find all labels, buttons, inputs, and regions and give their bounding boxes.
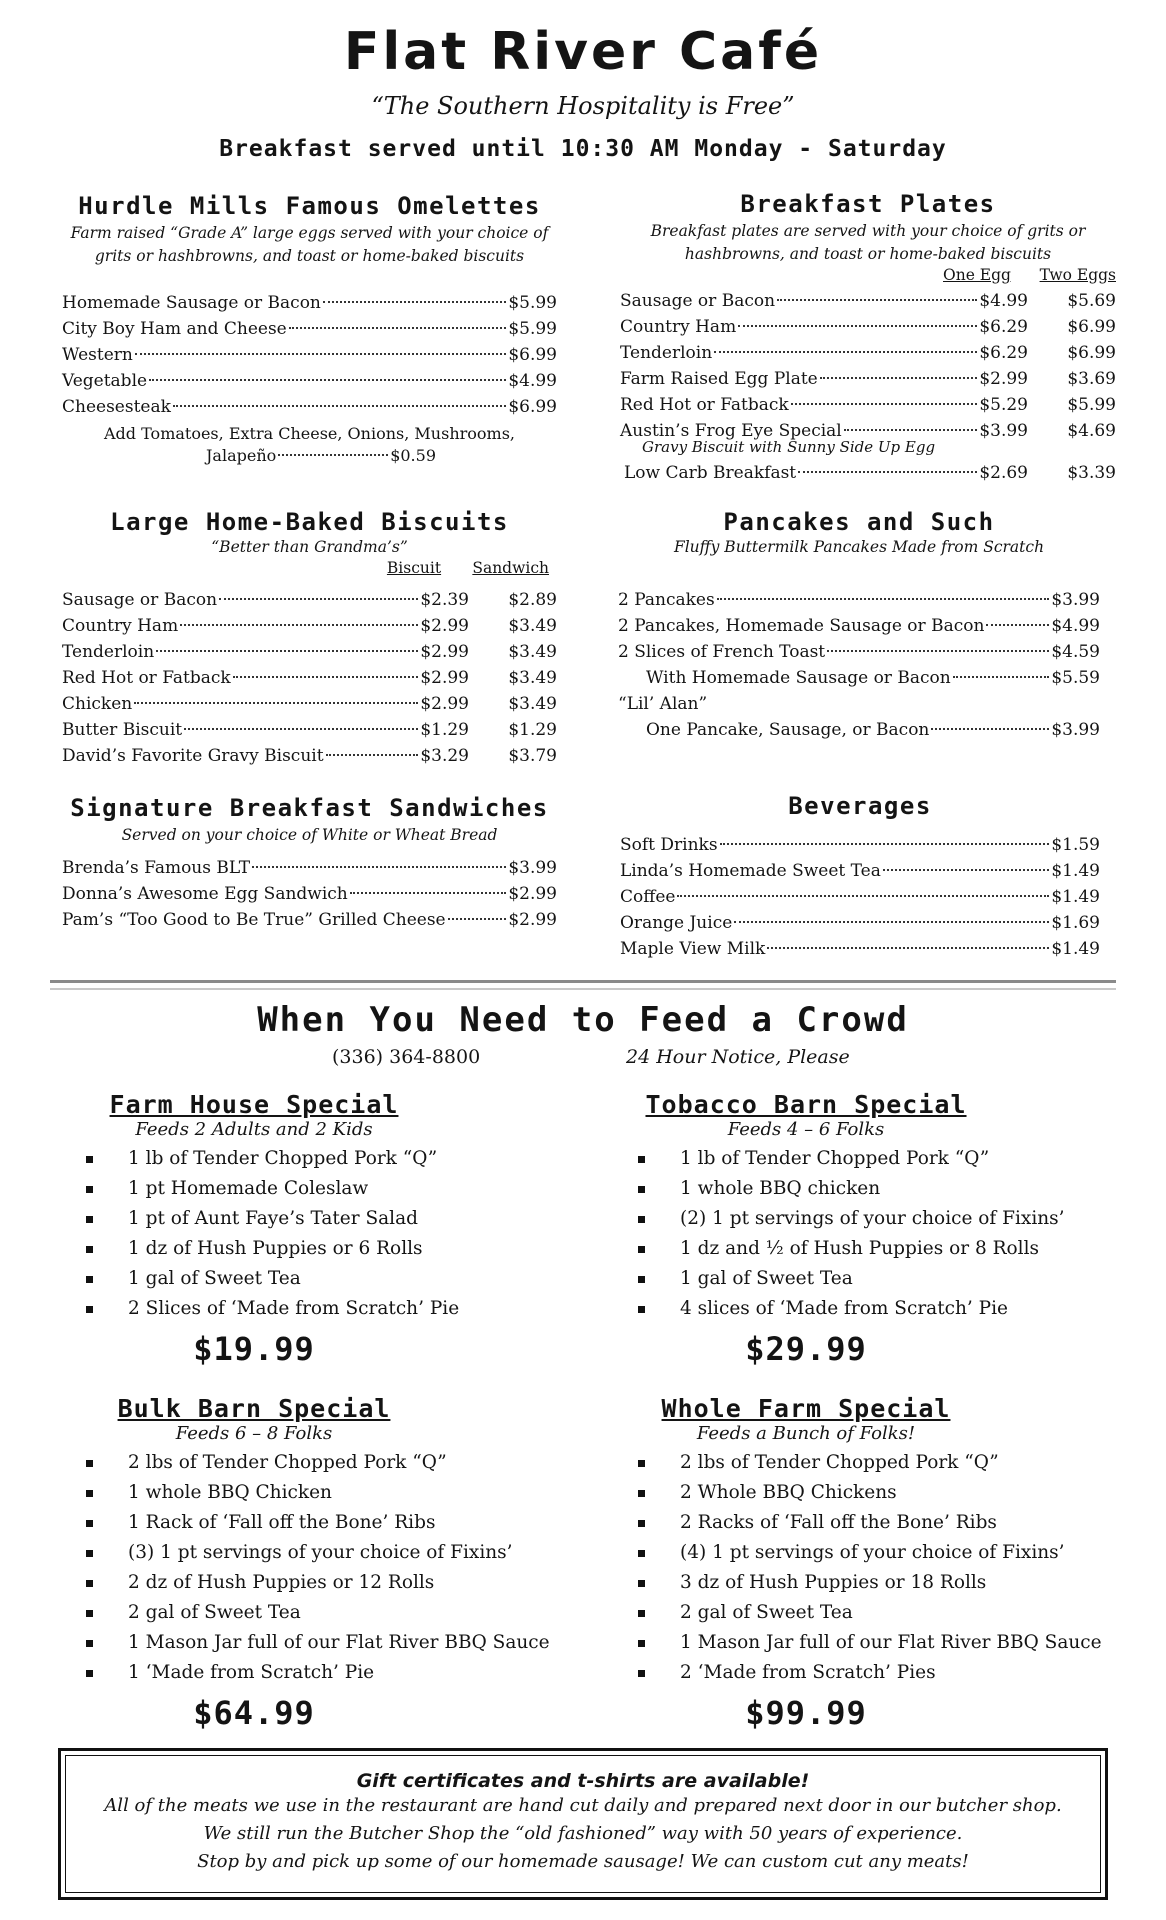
- leader-dots: [820, 377, 978, 379]
- bullet-icon: [638, 1306, 645, 1313]
- item-name: Brenda’s Famous BLT: [62, 858, 251, 878]
- item-name: David’s Favorite Gravy Biscuit: [62, 746, 324, 766]
- menu-item: [62, 743, 557, 769]
- item-name: Orange Juice: [620, 913, 733, 933]
- special-item-text: 1 pt Homemade Coleslaw: [128, 1178, 369, 1199]
- item-price: $1.49: [1051, 861, 1100, 881]
- special-item-text: 2 gal of Sweet Tea: [128, 1602, 301, 1623]
- menu-item: [620, 392, 1116, 418]
- cafe-title: Flat River Café: [343, 22, 823, 82]
- item-name: Homemade Sausage or Bacon: [62, 293, 321, 313]
- item-price: $4.99: [979, 291, 1028, 311]
- item-price: $4.99: [1051, 616, 1100, 636]
- item-price: $0.59: [390, 446, 436, 465]
- special-item-text: 1 gal of Sweet Tea: [680, 1268, 853, 1289]
- item-name: With Homemade Sausage or Bacon: [646, 668, 951, 688]
- bullet-icon: [86, 1216, 93, 1223]
- special-item-text: 1 Rack of ‘Fall off the Bone’ Ribs: [128, 1512, 436, 1533]
- special-items: [636, 1448, 1136, 1688]
- item-price-second: $5.99: [1067, 395, 1116, 415]
- section-title: Hurdle Mills Famous Omelettes: [78, 192, 541, 220]
- leader-dots: [323, 301, 506, 303]
- item-name: Jalapeño: [206, 446, 277, 465]
- item-price-second: $3.79: [508, 746, 557, 766]
- special-item: [84, 1204, 544, 1234]
- special-item-text: 2 ‘Made from Scratch’ Pies: [680, 1662, 936, 1683]
- special-item: [84, 1264, 544, 1294]
- special-title: Tobacco Barn Special: [645, 1090, 967, 1119]
- item-price-second: $6.99: [1067, 343, 1116, 363]
- special-price: $29.99: [745, 1330, 867, 1368]
- special-item-text: 2 lbs of Tender Chopped Pork “Q”: [680, 1452, 999, 1473]
- menu-item: [618, 613, 1100, 639]
- bullet-icon: [638, 1670, 645, 1677]
- item-price: $1.49: [1051, 887, 1100, 907]
- special-item: [636, 1234, 1126, 1264]
- special-item-text: 1 gal of Sweet Tea: [128, 1268, 301, 1289]
- biscuits-section: [62, 508, 557, 769]
- item-name: 2 Pancakes: [618, 590, 715, 610]
- section-title: Large Home-Baked Biscuits: [110, 508, 509, 536]
- item-name: Linda’s Homemade Sweet Tea: [620, 861, 881, 881]
- menu-item: [620, 936, 1100, 962]
- bullet-icon: [86, 1246, 93, 1253]
- special-item: [636, 1264, 1126, 1294]
- special-item: [636, 1294, 1126, 1324]
- item-name: Cheesesteak: [62, 397, 171, 417]
- bullet-icon: [86, 1186, 93, 1193]
- special-item: [84, 1478, 604, 1508]
- leader-dots: [149, 379, 506, 381]
- info-line: Stop by and pick up some of our homemade sausage! We can custom cut any meats!: [197, 1851, 969, 1872]
- item-price: $3.29: [420, 746, 469, 766]
- item-price: $6.29: [979, 343, 1028, 363]
- special-item: [636, 1478, 1136, 1508]
- addon-note: Add Tomatoes, Extra Cheese, Onions, Mushrooms,: [104, 424, 515, 443]
- special-item: [84, 1628, 604, 1658]
- menu-item: [62, 316, 557, 342]
- menu-item: [620, 288, 1116, 314]
- special-item: [636, 1144, 1126, 1174]
- item-price-second: $1.29: [508, 720, 557, 740]
- item-price: $6.29: [979, 317, 1028, 337]
- menu-item: [62, 394, 557, 420]
- leader-dots: [135, 353, 506, 355]
- item-name: Low Carb Breakfast: [624, 463, 797, 483]
- menu-item: [618, 639, 1100, 665]
- item-price: $1.59: [1051, 835, 1100, 855]
- column-header-sandwich: Sandwich: [472, 559, 549, 577]
- bullet-icon: [638, 1520, 645, 1527]
- item-name: Country Ham: [620, 317, 737, 337]
- item-name: 2 Pancakes, Homemade Sausage or Bacon: [618, 616, 985, 636]
- special-item: [636, 1568, 1136, 1598]
- lil-alan-label: “Lil’ Alan”: [618, 694, 708, 714]
- special-item-text: 1 lb of Tender Chopped Pork “Q”: [680, 1148, 990, 1169]
- special-farm-house: [84, 1090, 544, 1368]
- item-price: $2.99: [420, 642, 469, 662]
- item-price: $1.29: [420, 720, 469, 740]
- menu-item: [620, 340, 1116, 366]
- bullet-icon: [638, 1216, 645, 1223]
- special-price: $64.99: [193, 1694, 315, 1732]
- leader-dots: [883, 869, 1049, 871]
- frog-eye-note: Gravy Biscuit with Sunny Side Up Egg: [642, 438, 936, 456]
- special-item-text: 3 dz of Hush Puppies or 18 Rolls: [680, 1572, 987, 1593]
- item-price: $4.59: [1051, 642, 1100, 662]
- special-item-text: 2 Slices of ‘Made from Scratch’ Pie: [128, 1298, 460, 1319]
- special-item-text: (4) 1 pt servings of your choice of Fixins’: [680, 1542, 1065, 1563]
- item-name: Butter Biscuit: [62, 720, 183, 740]
- item-price-two-eggs: $3.39: [1067, 463, 1116, 483]
- item-name: Pam’s “Too Good to Be True” Grilled Cheese: [62, 910, 446, 930]
- special-item-text: 2 dz of Hush Puppies or 12 Rolls: [128, 1572, 435, 1593]
- special-item-text: 2 gal of Sweet Tea: [680, 1602, 853, 1623]
- special-item: [636, 1508, 1136, 1538]
- section-subtitle: Breakfast plates are served with your choice of grits or: [650, 222, 1086, 240]
- special-item: [636, 1598, 1136, 1628]
- special-items: [84, 1144, 544, 1324]
- menu-item: [620, 460, 1116, 486]
- special-item-text: 1 dz and ½ of Hush Puppies or 8 Rolls: [680, 1238, 1039, 1259]
- leader-dots: [326, 754, 419, 756]
- omelettes-section: [62, 192, 557, 469]
- special-price: $19.99: [193, 1330, 315, 1368]
- menu-item: [62, 717, 557, 743]
- item-name: Western: [62, 345, 133, 365]
- special-item: [84, 1234, 544, 1264]
- leader-dots: [134, 702, 418, 704]
- special-item: [84, 1568, 604, 1598]
- special-item: [84, 1508, 604, 1538]
- special-item: [636, 1174, 1126, 1204]
- item-name: Soft Drinks: [620, 835, 718, 855]
- leader-dots: [986, 624, 1049, 626]
- item-price: $4.99: [508, 371, 557, 391]
- bullet-icon: [86, 1580, 93, 1587]
- item-price: $5.99: [508, 319, 557, 339]
- item-price-second: $3.69: [1067, 369, 1116, 389]
- leader-dots: [677, 895, 1049, 897]
- item-price: $3.99: [1051, 590, 1100, 610]
- bullet-icon: [638, 1276, 645, 1283]
- menu-item: [618, 587, 1100, 613]
- special-item-text: (2) 1 pt servings of your choice of Fixins’: [680, 1208, 1065, 1229]
- item-price: $3.99: [979, 421, 1028, 441]
- info-box: [58, 1748, 1108, 1900]
- menu-item: [620, 858, 1100, 884]
- notice: 24 Hour Notice, Please: [626, 1046, 850, 1068]
- leader-dots: [714, 351, 977, 353]
- item-price: $5.29: [979, 395, 1028, 415]
- leader-dots: [791, 403, 978, 405]
- special-item-text: 2 Whole BBQ Chickens: [680, 1482, 897, 1503]
- signature-sandwiches-section: [62, 794, 557, 933]
- item-name: 2 Slices of French Toast: [618, 642, 826, 662]
- special-item: [84, 1598, 604, 1628]
- breakfast-plates-section: [620, 190, 1116, 486]
- special-item-text: 1 Mason Jar full of our Flat River BBQ Sauce: [128, 1632, 550, 1653]
- bullet-icon: [86, 1550, 93, 1557]
- item-price-second: $4.69: [1067, 421, 1116, 441]
- item-price: $2.99: [979, 369, 1028, 389]
- pancakes-section: [618, 508, 1100, 743]
- special-feeds: Feeds a Bunch of Folks!: [696, 1423, 916, 1444]
- special-price: $99.99: [745, 1694, 867, 1732]
- item-price: $1.69: [1051, 913, 1100, 933]
- bullet-icon: [86, 1156, 93, 1163]
- leader-dots: [767, 947, 1049, 949]
- bullet-icon: [86, 1490, 93, 1497]
- section-subtitle: grits or hashbrowns, and toast or home-baked biscuits: [94, 247, 525, 265]
- column-header-one-egg: One Egg: [943, 266, 1011, 284]
- special-item: [84, 1658, 604, 1688]
- item-name: Tenderloin: [62, 642, 155, 662]
- leader-dots: [777, 299, 977, 301]
- leader-dots: [252, 866, 506, 868]
- special-item-text: (3) 1 pt servings of your choice of Fixins’: [128, 1542, 513, 1563]
- menu-item: [62, 368, 557, 394]
- leader-dots: [350, 892, 507, 894]
- item-name: Country Ham: [62, 616, 179, 636]
- special-whole-farm: [636, 1394, 1136, 1732]
- bullet-icon: [86, 1640, 93, 1647]
- special-item-text: 2 lbs of Tender Chopped Pork “Q”: [128, 1452, 447, 1473]
- item-price: $2.99: [420, 694, 469, 714]
- section-subtitle: Served on your choice of White or Wheat Bread: [121, 826, 498, 844]
- leader-dots: [720, 843, 1050, 845]
- special-items: [84, 1448, 604, 1688]
- special-item: [84, 1174, 544, 1204]
- special-feeds: Feeds 6 – 8 Folks: [175, 1423, 333, 1444]
- item-name: One Pancake, Sausage, or Bacon: [646, 720, 930, 740]
- item-price: $6.99: [508, 345, 557, 365]
- menu-item: [618, 717, 1100, 743]
- menu-item: [62, 290, 557, 316]
- section-subtitle: hashbrowns, and toast or home-baked biscuits: [684, 245, 1052, 263]
- leader-dots: [844, 429, 978, 431]
- section-title: Beverages: [788, 792, 932, 820]
- menu-item: [62, 665, 557, 691]
- item-price-one-egg: $2.69: [979, 463, 1028, 483]
- bullet-icon: [86, 1610, 93, 1617]
- menu-item: [62, 691, 557, 717]
- leader-dots: [953, 676, 1050, 678]
- bullet-icon: [638, 1490, 645, 1497]
- bullet-icon: [638, 1610, 645, 1617]
- bullet-icon: [638, 1640, 645, 1647]
- item-price: $2.99: [420, 616, 469, 636]
- leader-dots: [827, 650, 1049, 652]
- menu-item: [62, 907, 557, 933]
- item-price-second: $2.89: [508, 590, 557, 610]
- special-bulk-barn: [84, 1394, 604, 1732]
- item-price-second: $3.49: [508, 616, 557, 636]
- item-name: Red Hot or Fatback: [62, 668, 231, 688]
- item-name: Farm Raised Egg Plate: [620, 369, 818, 389]
- special-item-text: 1 ‘Made from Scratch’ Pie: [128, 1662, 375, 1683]
- special-item: [84, 1538, 604, 1568]
- menu-item: [620, 910, 1100, 936]
- special-feeds: Feeds 4 – 6 Folks: [727, 1119, 885, 1140]
- section-divider: [50, 980, 1116, 990]
- special-feeds: Feeds 2 Adults and 2 Kids: [135, 1119, 373, 1140]
- menu-item: [62, 881, 557, 907]
- special-item: [636, 1204, 1126, 1234]
- item-price: $5.99: [508, 293, 557, 313]
- bullet-icon: [86, 1670, 93, 1677]
- leader-dots: [156, 650, 418, 652]
- menu-item: [62, 855, 557, 881]
- breakfast-hours: Breakfast served until 10:30 AM Monday - Saturday: [219, 136, 947, 162]
- bullet-icon: [638, 1156, 645, 1163]
- bullet-icon: [86, 1460, 93, 1467]
- item-price-second: $3.49: [508, 694, 557, 714]
- item-name: City Boy Ham and Cheese: [62, 319, 287, 339]
- item-name: Austin’s Frog Eye Special: [620, 421, 842, 441]
- bullet-icon: [638, 1580, 645, 1587]
- special-item: [636, 1538, 1136, 1568]
- section-subtitle: Farm raised “Grade A” large eggs served with your choice of: [70, 224, 549, 242]
- leader-dots: [717, 598, 1050, 600]
- menu-item: [620, 314, 1116, 340]
- gift-certificates-note: Gift certificates and t-shirts are available!: [356, 1770, 810, 1792]
- column-header-two-eggs: Two Eggs: [1039, 266, 1116, 284]
- section-title: Pancakes and Such: [723, 508, 995, 536]
- info-line: We still run the Butcher Shop the “old fashioned” way with 50 years of experience.: [203, 1823, 963, 1844]
- item-price: $2.99: [508, 910, 557, 930]
- special-item-text: 1 whole BBQ Chicken: [128, 1482, 332, 1503]
- item-price-second: $6.99: [1067, 317, 1116, 337]
- item-price-second: $5.69: [1067, 291, 1116, 311]
- bullet-icon: [638, 1246, 645, 1253]
- item-name: Vegetable: [62, 371, 148, 391]
- menu-item: [620, 884, 1100, 910]
- special-item: [636, 1448, 1136, 1478]
- item-price: $5.59: [1051, 668, 1100, 688]
- item-price: $2.99: [508, 884, 557, 904]
- special-item-text: 4 slices of ‘Made from Scratch’ Pie: [680, 1298, 1008, 1319]
- bullet-icon: [86, 1306, 93, 1313]
- section-title: Signature Breakfast Sandwiches: [70, 794, 549, 822]
- column-header-biscuit: Biscuit: [386, 559, 442, 577]
- special-item-text: 1 whole BBQ chicken: [680, 1178, 881, 1199]
- special-item: [84, 1294, 544, 1324]
- leader-dots: [180, 624, 418, 626]
- special-title: Whole Farm Special: [661, 1394, 951, 1423]
- item-price: $1.49: [1051, 939, 1100, 959]
- item-name: Donna’s Awesome Egg Sandwich: [62, 884, 348, 904]
- bullet-icon: [638, 1550, 645, 1557]
- menu-item: [62, 613, 557, 639]
- item-name: Tenderloin: [620, 343, 713, 363]
- item-price: $3.99: [1051, 720, 1100, 740]
- special-item: [636, 1628, 1136, 1658]
- bullet-icon: [638, 1460, 645, 1467]
- menu-item: [620, 366, 1116, 392]
- leader-dots: [289, 327, 507, 329]
- leader-dots: [219, 598, 418, 600]
- addon-row: [206, 443, 436, 469]
- bullet-icon: [86, 1520, 93, 1527]
- menu-item: [62, 342, 557, 368]
- special-item: [84, 1144, 544, 1174]
- tagline: “The Southern Hospitality is Free”: [371, 92, 795, 120]
- leader-dots: [184, 728, 418, 730]
- item-name: Chicken: [62, 694, 133, 714]
- item-name: Maple View Milk: [620, 939, 766, 959]
- bullet-icon: [638, 1186, 645, 1193]
- special-item-text: 1 lb of Tender Chopped Pork “Q”: [128, 1148, 438, 1169]
- item-name: Sausage or Bacon: [620, 291, 776, 311]
- special-tobacco-barn: [636, 1090, 1126, 1368]
- menu-item: [618, 665, 1100, 691]
- special-item-text: 1 pt of Aunt Faye’s Tater Salad: [128, 1208, 418, 1229]
- leader-dots: [738, 325, 977, 327]
- phone-number: (336) 364-8800: [332, 1046, 481, 1068]
- item-price: $2.99: [420, 668, 469, 688]
- leader-dots: [734, 921, 1049, 923]
- menu-item: [62, 587, 557, 613]
- info-line: All of the meats we use in the restaurant are hand cut daily and prepared next door in our butcher shop.: [104, 1795, 1062, 1816]
- section-subtitle: Fluffy Buttermilk Pancakes Made from Scratch: [673, 538, 1045, 556]
- leader-dots: [173, 405, 506, 407]
- leader-dots: [448, 918, 507, 920]
- crowd-title: When You Need to Feed a Crowd: [257, 1000, 909, 1040]
- section-subtitle: “Better than Grandma’s”: [211, 538, 408, 556]
- menu-item: [620, 832, 1100, 858]
- special-title: Bulk Barn Special: [117, 1394, 391, 1423]
- item-price: $6.99: [508, 397, 557, 417]
- special-item-text: 1 Mason Jar full of our Flat River BBQ Sauce: [680, 1632, 1102, 1653]
- special-item: [84, 1448, 604, 1478]
- item-name: Sausage or Bacon: [62, 590, 218, 610]
- special-item-text: 2 Racks of ‘Fall off the Bone’ Ribs: [680, 1512, 997, 1533]
- item-name: Red Hot or Fatback: [620, 395, 789, 415]
- special-title: Farm House Special: [109, 1090, 399, 1119]
- item-price: $3.99: [508, 858, 557, 878]
- beverages-section: [620, 792, 1100, 962]
- special-item: [636, 1658, 1136, 1688]
- leader-dots: [233, 676, 419, 678]
- special-item-text: 1 dz of Hush Puppies or 6 Rolls: [128, 1238, 423, 1259]
- bullet-icon: [86, 1276, 93, 1283]
- special-items: [636, 1144, 1126, 1324]
- item-price: $2.39: [420, 590, 469, 610]
- section-title: Breakfast Plates: [740, 190, 996, 218]
- item-price-second: $3.49: [508, 668, 557, 688]
- item-name: Coffee: [620, 887, 676, 907]
- menu-item: [62, 639, 557, 665]
- item-price-second: $3.49: [508, 642, 557, 662]
